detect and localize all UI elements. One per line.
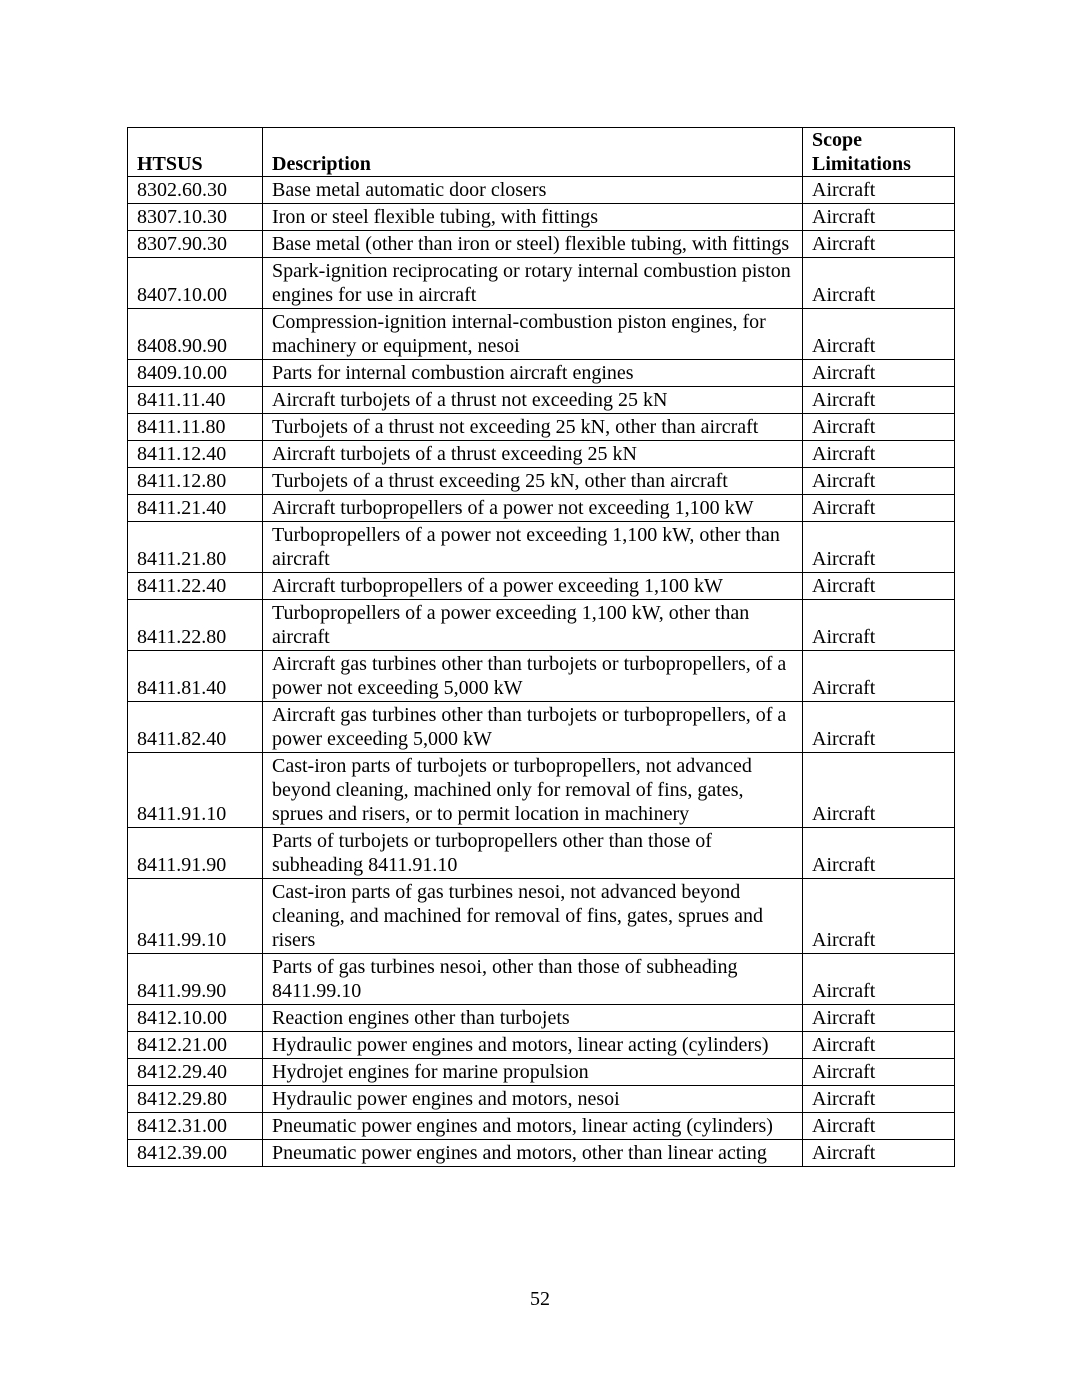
table-row (128, 600, 955, 651)
cell-htsus-code: 8411.21.40 (128, 495, 263, 522)
cell-scope-limitation: Aircraft (803, 177, 955, 204)
table-row (128, 231, 955, 258)
cell-scope-limitation: Aircraft (803, 573, 955, 600)
cell-description: Turbopropellers of a power not exceeding 1,100 kW, other than aircraft (263, 522, 803, 573)
cell-description: Aircraft turbojets of a thrust exceeding 25 kN (263, 441, 803, 468)
cell-htsus-code: 8411.99.10 (128, 879, 263, 954)
cell-scope-limitation: Aircraft (803, 828, 955, 879)
cell-description: Cast-iron parts of gas turbines nesoi, not advanced beyond cleaning, and machined for removal of fins, gates, sprues and risers (263, 879, 803, 954)
cell-htsus-code: 8407.10.00 (128, 258, 263, 309)
cell-description: Parts for internal combustion aircraft engines (263, 360, 803, 387)
page-number: 52 (530, 1288, 550, 1310)
table-row (128, 573, 955, 600)
cell-description: Spark-ignition reciprocating or rotary internal combustion piston engines for use in aircraft (263, 258, 803, 309)
cell-scope-limitation: Aircraft (803, 879, 955, 954)
table-row (128, 177, 955, 204)
cell-scope-limitation: Aircraft (803, 468, 955, 495)
table-row (128, 702, 955, 753)
cell-scope-limitation: Aircraft (803, 495, 955, 522)
cell-description: Reaction engines other than turbojets (263, 1005, 803, 1032)
cell-scope-limitation: Aircraft (803, 309, 955, 360)
table-row (128, 879, 955, 954)
cell-htsus-code: 8412.10.00 (128, 1005, 263, 1032)
cell-htsus-code: 8412.31.00 (128, 1113, 263, 1140)
cell-htsus-code: 8411.99.90 (128, 954, 263, 1005)
cell-description: Turbopropellers of a power exceeding 1,100 kW, other than aircraft (263, 600, 803, 651)
cell-description: Iron or steel flexible tubing, with fittings (263, 204, 803, 231)
cell-htsus-code: 8412.21.00 (128, 1032, 263, 1059)
table-row (128, 1086, 955, 1113)
header-scope-limitations: Scope Limitations (803, 128, 955, 177)
cell-scope-limitation: Aircraft (803, 1113, 955, 1140)
cell-scope-limitation: Aircraft (803, 414, 955, 441)
htsus-table (127, 127, 955, 1167)
cell-description: Parts of turbojets or turbopropellers other than those of subheading 8411.91.10 (263, 828, 803, 879)
cell-htsus-code: 8411.11.80 (128, 414, 263, 441)
cell-description: Cast-iron parts of turbojets or turbopropellers, not advanced beyond cleaning, machined only for removal of fins, gates, sprues and risers, or to permit location in machinery (263, 753, 803, 828)
table-row (128, 1140, 955, 1167)
table-row (128, 1032, 955, 1059)
cell-htsus-code: 8307.10.30 (128, 204, 263, 231)
cell-htsus-code: 8409.10.00 (128, 360, 263, 387)
cell-htsus-code: 8408.90.90 (128, 309, 263, 360)
cell-scope-limitation: Aircraft (803, 651, 955, 702)
table-row (128, 828, 955, 879)
cell-scope-limitation: Aircraft (803, 1005, 955, 1032)
header-htsus: HTSUS (128, 128, 263, 177)
cell-description: Aircraft turbopropellers of a power not exceeding 1,100 kW (263, 495, 803, 522)
cell-scope-limitation: Aircraft (803, 360, 955, 387)
cell-htsus-code: 8412.29.80 (128, 1086, 263, 1113)
cell-scope-limitation: Aircraft (803, 204, 955, 231)
cell-description: Turbojets of a thrust exceeding 25 kN, other than aircraft (263, 468, 803, 495)
table-row (128, 1113, 955, 1140)
cell-description: Base metal (other than iron or steel) flexible tubing, with fittings (263, 231, 803, 258)
cell-htsus-code: 8412.39.00 (128, 1140, 263, 1167)
table-header-row (128, 128, 955, 177)
cell-description: Aircraft gas turbines other than turbojets or turbopropellers, of a power not exceeding 5,000 kW (263, 651, 803, 702)
cell-scope-limitation: Aircraft (803, 1059, 955, 1086)
table-row (128, 651, 955, 702)
table-row (128, 522, 955, 573)
cell-htsus-code: 8411.91.90 (128, 828, 263, 879)
cell-scope-limitation: Aircraft (803, 258, 955, 309)
cell-scope-limitation: Aircraft (803, 441, 955, 468)
table-row (128, 468, 955, 495)
table-row (128, 414, 955, 441)
table-row (128, 1005, 955, 1032)
cell-description: Hydrojet engines for marine propulsion (263, 1059, 803, 1086)
cell-scope-limitation: Aircraft (803, 1032, 955, 1059)
cell-description: Aircraft turbojets of a thrust not exceeding 25 kN (263, 387, 803, 414)
cell-htsus-code: 8411.22.80 (128, 600, 263, 651)
table-body (128, 177, 955, 1167)
cell-description: Turbojets of a thrust not exceeding 25 kN, other than aircraft (263, 414, 803, 441)
cell-htsus-code: 8302.60.30 (128, 177, 263, 204)
table-row (128, 495, 955, 522)
cell-scope-limitation: Aircraft (803, 231, 955, 258)
table-row (128, 753, 955, 828)
cell-description: Aircraft turbopropellers of a power exceeding 1,100 kW (263, 573, 803, 600)
cell-htsus-code: 8411.82.40 (128, 702, 263, 753)
cell-description: Aircraft gas turbines other than turbojets or turbopropellers, of a power exceeding 5,000 kW (263, 702, 803, 753)
cell-scope-limitation: Aircraft (803, 702, 955, 753)
cell-htsus-code: 8411.21.80 (128, 522, 263, 573)
cell-htsus-code: 8412.29.40 (128, 1059, 263, 1086)
table-row (128, 258, 955, 309)
table-row (128, 204, 955, 231)
cell-htsus-code: 8411.12.40 (128, 441, 263, 468)
table-row (128, 360, 955, 387)
cell-scope-limitation: Aircraft (803, 600, 955, 651)
cell-htsus-code: 8411.12.80 (128, 468, 263, 495)
table-row (128, 309, 955, 360)
cell-htsus-code: 8307.90.30 (128, 231, 263, 258)
cell-description: Hydraulic power engines and motors, nesoi (263, 1086, 803, 1113)
cell-scope-limitation: Aircraft (803, 753, 955, 828)
cell-scope-limitation: Aircraft (803, 1086, 955, 1113)
table-row (128, 387, 955, 414)
cell-scope-limitation: Aircraft (803, 522, 955, 573)
cell-description: Parts of gas turbines nesoi, other than those of subheading 8411.99.10 (263, 954, 803, 1005)
table-row (128, 954, 955, 1005)
cell-htsus-code: 8411.11.40 (128, 387, 263, 414)
cell-scope-limitation: Aircraft (803, 1140, 955, 1167)
table-row (128, 441, 955, 468)
cell-htsus-code: 8411.22.40 (128, 573, 263, 600)
cell-description: Hydraulic power engines and motors, linear acting (cylinders) (263, 1032, 803, 1059)
cell-description: Pneumatic power engines and motors, linear acting (cylinders) (263, 1113, 803, 1140)
table-row (128, 1059, 955, 1086)
cell-scope-limitation: Aircraft (803, 387, 955, 414)
header-description: Description (263, 128, 803, 177)
cell-scope-limitation: Aircraft (803, 954, 955, 1005)
cell-description: Base metal automatic door closers (263, 177, 803, 204)
cell-description: Compression-ignition internal-combustion piston engines, for machinery or equipment, nesoi (263, 309, 803, 360)
cell-description: Pneumatic power engines and motors, other than linear acting (263, 1140, 803, 1167)
cell-htsus-code: 8411.91.10 (128, 753, 263, 828)
cell-htsus-code: 8411.81.40 (128, 651, 263, 702)
